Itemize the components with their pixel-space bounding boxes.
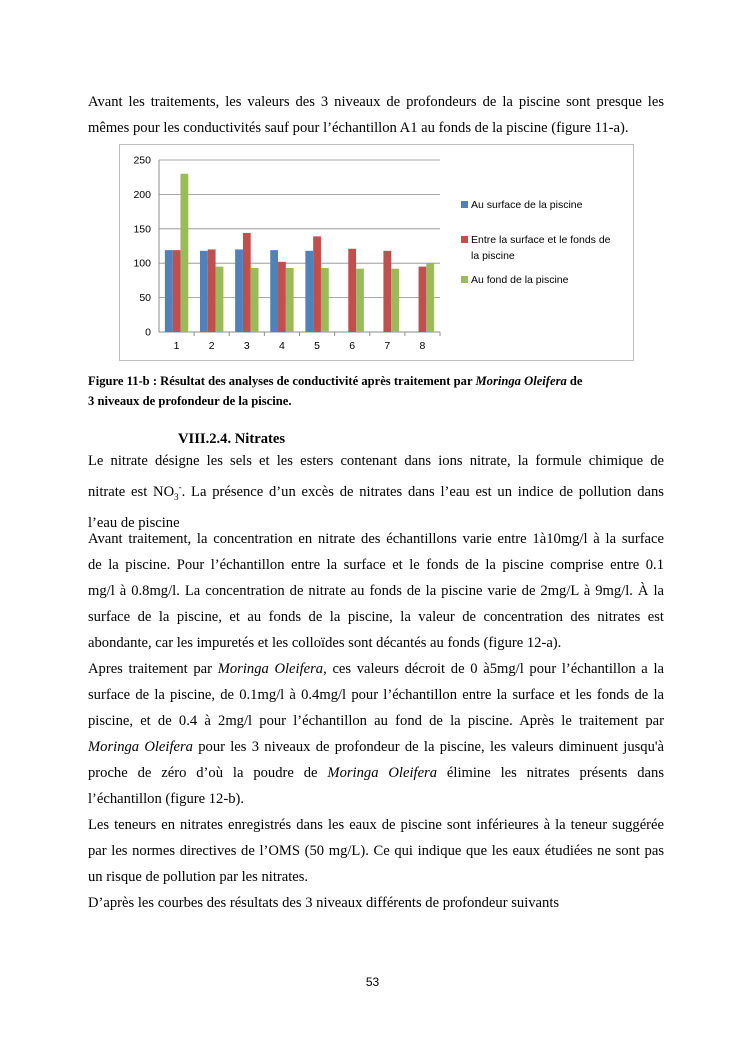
- bar: [313, 236, 321, 332]
- bar: [270, 250, 278, 332]
- legend-swatch: [461, 236, 468, 243]
- after-treatment-paragraph: [88, 656, 664, 812]
- before-line-4: surface de la piscine, et au fonds de la piscine, la valeur de concentration des nitrates est: [88, 609, 664, 625]
- bar: [165, 250, 173, 332]
- definition-line-2-start: nitrate est NO: [88, 483, 175, 500]
- oms-line-1: Les teneurs en nitrates enregistrés dans les eaux de piscine sont inférieures à la teneur suggérée: [88, 817, 664, 833]
- after-line-3: piscine, et de 0.4 à 2mg/l pour l’échantillon au fond de la piscine. Après le traitement par: [88, 713, 664, 729]
- legend-swatch: [461, 201, 468, 208]
- after-line-5-species: Moringa Oleifera: [327, 765, 438, 781]
- bar: [208, 249, 216, 332]
- caption-line-1-start: Figure 11-b : Résultat des analyses de conductivité après traitement par: [88, 374, 476, 388]
- definition-line-1: Le nitrate désigne les sels et les esters contenant dans ions nitrate, la formule chimique de: [88, 453, 664, 469]
- bar: [348, 249, 356, 332]
- bar: [391, 269, 399, 332]
- caption-line-1-end: de: [566, 374, 583, 388]
- nitrate-subscript: 3: [174, 491, 179, 502]
- oms-line-2: par les normes directives de l’OMS (50 mg/L). Ce qui indique que les eaux étudiées ne sont pas: [88, 843, 664, 859]
- definition-line-2-end: . La présence d’un excès de nitrates dans l’eau est un indice de pollution dans: [181, 483, 664, 500]
- bar: [286, 268, 294, 332]
- after-line-5-end: élimine les nitrates présents dans: [437, 765, 664, 781]
- definition-line-3: l’eau de piscine: [88, 514, 180, 531]
- nitrate-definition-paragraph: [88, 448, 664, 536]
- legend-label: Au fond de la piscine: [471, 274, 569, 286]
- y-tick-label: 100: [133, 257, 151, 270]
- y-tick-label: 0: [145, 326, 151, 339]
- bar: [321, 268, 329, 332]
- oms-line-3: un risque de pollution par les nitrates.: [88, 869, 309, 885]
- caption-species-name: Moringa Oleifera: [475, 374, 567, 388]
- after-line-1-start: Apres traitement par: [88, 661, 218, 677]
- after-line-1-end: , ces valeurs décroit de 0 à5mg/l pour l’échantillon a la: [323, 661, 664, 677]
- legend-label: Entre la surface et le fonds de: [471, 234, 611, 246]
- closing-paragraph: [88, 890, 664, 916]
- oms-norm-paragraph: [88, 812, 664, 890]
- bar: [216, 267, 224, 332]
- legend-swatch: [461, 276, 468, 283]
- conductivity-chart: [119, 144, 634, 361]
- section-heading: VIII.2.4. Nitrates: [178, 431, 286, 447]
- bar: [305, 251, 313, 332]
- conductivity-chart-svg: [120, 145, 635, 362]
- x-tick-label: 3: [243, 340, 250, 352]
- after-line-5-start: proche de zéro d’où la poudre de: [88, 765, 328, 781]
- bar: [173, 250, 181, 332]
- bar: [278, 262, 286, 332]
- page-number: 53: [365, 975, 380, 989]
- closing-line: D’après les courbes des résultats des 3 niveaux différents de profondeur suivants: [88, 895, 560, 911]
- after-line-2: surface de la piscine, de 0.1mg/l à 0.4mg/l pour l’échantillon entre la surface et les fonds de la: [88, 687, 664, 703]
- intro-line-1: Avant les traitements, les valeurs des 3 niveaux de profondeurs de la piscine sont presque les: [88, 94, 664, 110]
- x-tick-label: 1: [173, 340, 180, 352]
- after-line-6: l’échantillon (figure 12-b).: [88, 791, 245, 807]
- before-line-2: de la piscine. Pour l’échantillon entre la surface et le fonds de la piscine comprise entre 0.1: [88, 557, 664, 573]
- after-line-1-species: Moringa Oleifera: [217, 661, 324, 677]
- bar: [383, 251, 391, 332]
- x-tick-label: 4: [279, 340, 285, 352]
- bar: [419, 267, 427, 332]
- bar: [235, 249, 243, 332]
- after-line-4-species: Moringa Oleifera: [88, 739, 193, 755]
- x-tick-label: 5: [314, 340, 320, 352]
- after-line-4-end: pour les 3 niveaux de profondeur de la piscine, les valeurs diminuent jusqu'à: [192, 739, 664, 755]
- figure-caption: [88, 371, 688, 411]
- x-tick-label: 2: [208, 340, 215, 352]
- x-tick-label: 6: [349, 340, 356, 352]
- before-treatment-paragraph: [88, 526, 664, 656]
- bar: [180, 174, 188, 332]
- y-tick-label: 150: [133, 223, 151, 236]
- x-tick-label: 8: [419, 340, 426, 352]
- nitrate-superscript: -: [178, 482, 182, 492]
- caption-line-2: 3 niveaux de profondeur de la piscine.: [88, 394, 292, 408]
- bar: [426, 263, 434, 332]
- y-tick-label: 50: [139, 292, 151, 305]
- legend-label: la piscine: [471, 250, 515, 262]
- before-line-3: mg/l à 0.8mg/l. La concentration de nitrate au fonds de la piscine varie de 2mg/L à 9mg/l. À la: [88, 583, 664, 599]
- before-line-1: Avant traitement, la concentration en nitrate des échantillons varie entre 1à10mg/l à la surface: [88, 531, 664, 547]
- y-tick-label: 200: [133, 188, 151, 201]
- intro-line-2: mêmes pour les conductivités sauf pour l’échantillon A1 au fonds de la piscine (figure 11-a).: [88, 120, 629, 136]
- y-tick-label: 250: [133, 154, 151, 167]
- bar: [356, 269, 364, 332]
- bar: [243, 233, 251, 332]
- bar: [200, 251, 208, 332]
- x-tick-label: 7: [384, 340, 391, 352]
- before-line-5: abondante, car les impuretés et les colloïdes sont décantés au fonds (figure 12-a).: [88, 635, 562, 651]
- legend-label: Au surface de la piscine: [471, 199, 583, 211]
- bar: [251, 268, 259, 332]
- intro-paragraph: [88, 89, 664, 141]
